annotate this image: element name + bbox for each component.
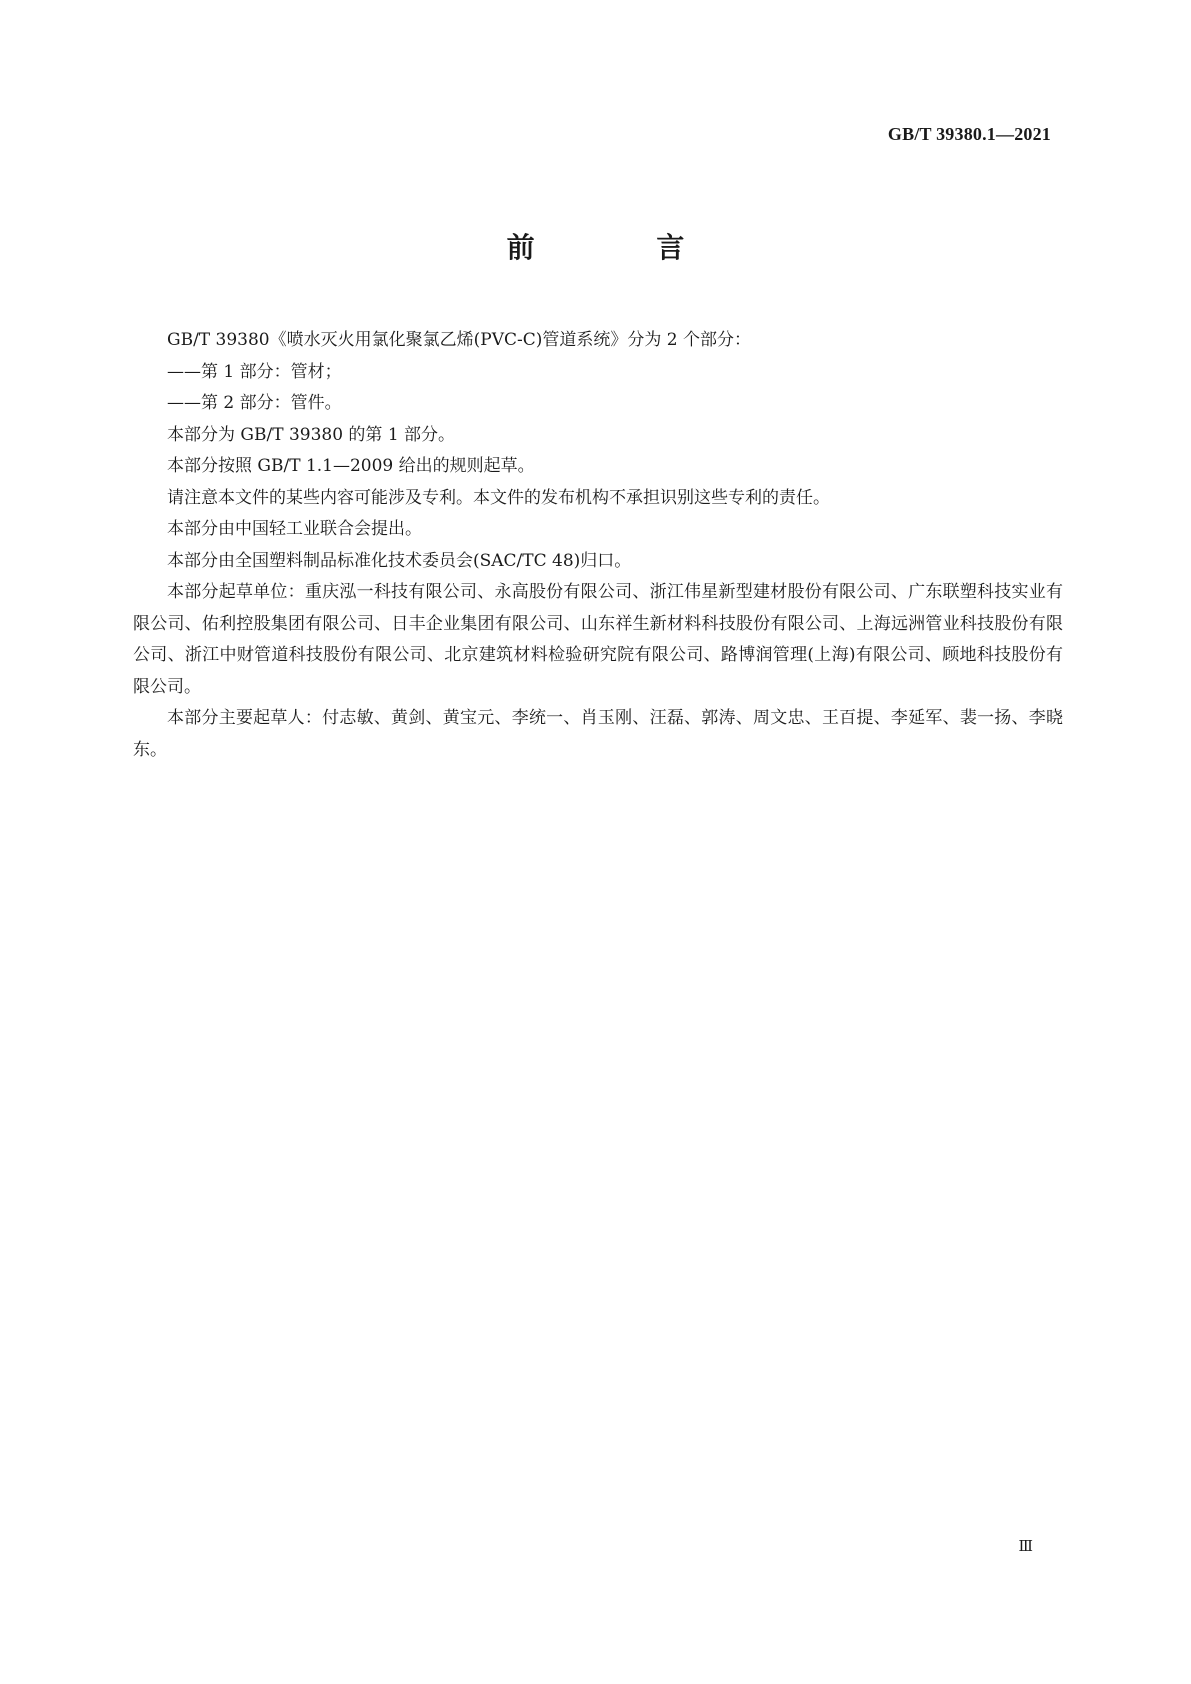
paragraph-series-intro: GB/T 39380《喷水灭火用氯化聚氯乙烯(PVC-C)管道系统》分为 2 个部分： bbox=[167, 330, 751, 350]
paragraph-proposed-by: 本部分由中国轻工业联合会提出。 bbox=[167, 519, 422, 539]
paragraph-patent-notice: 请注意本文件的某些内容可能涉及专利。本文件的发布机构不承担识别这些专利的责任。 bbox=[167, 487, 830, 508]
paragraph-this-part: 本部分为 GB/T 39380 的第 1 部分。 bbox=[167, 424, 456, 445]
paragraph-drafting-rules: 本部分按照 GB/T 1.1—2009 给出的规则起草。 bbox=[167, 456, 535, 476]
paragraph-drafting-units: 本部分起草单位：重庆泓一科技有限公司、永高股份有限公司、浙江伟星新型建材股份有限公司、广东联塑科技实业有限公司、佑利控股集团有限公司、日丰企业集团有限公司、山东祥生新材料科技股份有限公司、上海远洲管业科技股份有限公司、浙江中财管道科技股份有限公司、北京建筑材料检验研究院有限公司、路博润管理(上海)有限公司、顾地科技股份有限公司。 bbox=[133, 582, 1063, 697]
page-title: 前 言 bbox=[506, 231, 741, 264]
foreword-body bbox=[133, 325, 1063, 766]
paragraph-under-jurisdiction: 本部分由全国塑料制品标准化技术委员会(SAC/TC 48)归口。 bbox=[167, 550, 632, 571]
page-number: Ⅲ bbox=[1018, 1539, 1033, 1555]
paragraph-part-1: ——第 1 部分：管材； bbox=[167, 361, 342, 382]
paragraph-drafters: 本部分主要起草人：付志敏、黄剑、黄宝元、李统一、肖玉刚、汪磊、郭涛、周文忠、王百提、李延军、裴一扬、李晓东。 bbox=[133, 708, 1063, 760]
paragraph-part-2: ——第 2 部分：管件。 bbox=[167, 393, 342, 413]
standard-code: GB/T 39380.1—2021 bbox=[887, 124, 1051, 144]
